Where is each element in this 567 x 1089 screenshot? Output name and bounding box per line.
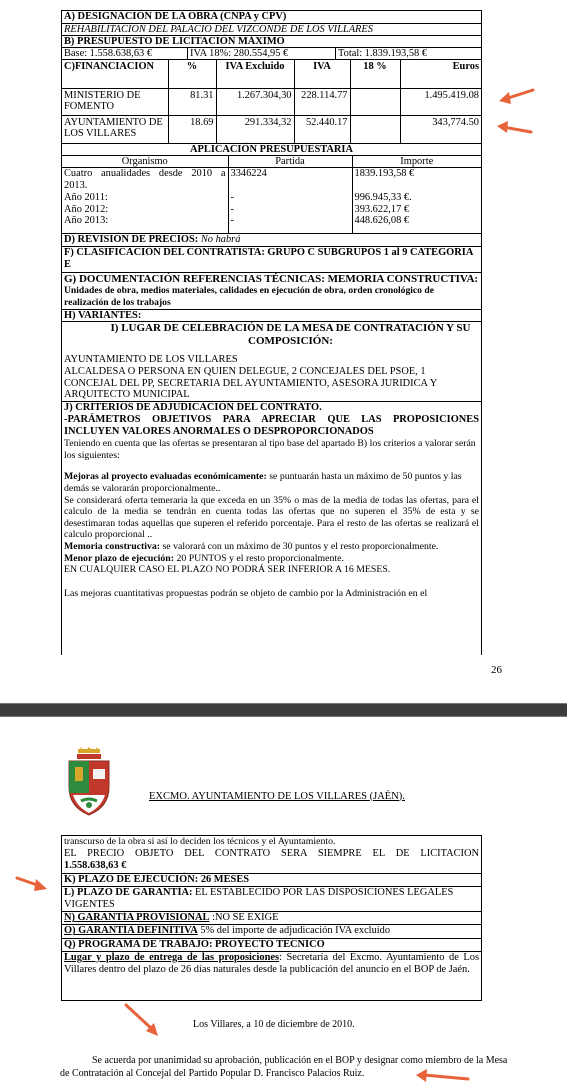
apl-row-partida: - bbox=[228, 192, 352, 204]
section-j-memoria bbox=[64, 541, 479, 553]
annotation-arrow-icon bbox=[122, 1001, 164, 1041]
section-h: H) VARIANTES: bbox=[62, 310, 481, 322]
fin-row-euros: 1.495.419.08 bbox=[400, 88, 481, 115]
apl-row-org: Cuatro anualidades desde 2010 a 2013. bbox=[62, 168, 228, 192]
section-l bbox=[62, 887, 481, 912]
section-b-title: B) PRESUPUESTO DE LICITACIÓN MÁXIMO bbox=[62, 36, 481, 48]
fin-header-pct: % bbox=[168, 60, 216, 88]
contract-conditions-table bbox=[61, 10, 482, 655]
apl-row-importe: 1839.193,58 € bbox=[354, 168, 415, 180]
section-j-minimo: EN CUALQUIER CASO EL PLAZO NO PODRÁ SER INFERIOR A 16 MESES. bbox=[64, 564, 391, 576]
section-j-title: J) CRITERIOS DE ADJUDICACIÓN DEL CONTRATO. bbox=[64, 401, 322, 413]
fin-row-name: AYUNTAMIENTO DE LOS VILLARES bbox=[62, 115, 168, 143]
annotation-arrow-icon bbox=[497, 84, 537, 108]
section-a-title: A) DESIGNACIÓN DE LA OBRA (CNPA y CPV) bbox=[62, 11, 481, 24]
section-j-subtitle: -PARÁMETROS OBJETIVOS PARA APRECIAR QUE LAS PROPOSICIONES INCLUYEN VALORES ANORMALES O DESPROPORCIONADOS bbox=[64, 413, 479, 437]
contract-conditions-table-continued bbox=[61, 835, 482, 1001]
continuation-amount: 1.558.638,63 € bbox=[64, 860, 127, 872]
document-date: Los Villares, a 10 de diciembre de 2010. bbox=[193, 1019, 355, 1030]
fin-row-excl: 291.334,32 bbox=[216, 115, 294, 143]
section-d bbox=[62, 234, 481, 247]
section-o bbox=[62, 925, 481, 938]
fin-row-euros: 343,774.50 bbox=[400, 115, 481, 143]
fin-row bbox=[62, 115, 481, 143]
fin-header-18: 18 % bbox=[350, 60, 400, 88]
fin-header-excl: IVA Excluido bbox=[216, 60, 294, 88]
annotation-arrow-icon bbox=[414, 1067, 472, 1087]
section-j bbox=[62, 402, 481, 600]
section-k: K) PLAZO DE EJECUCIÓN: 26 MESES bbox=[62, 874, 481, 887]
memoria-label: Memoria constructiva: bbox=[64, 540, 161, 552]
financing-table bbox=[62, 60, 481, 144]
plazo-text: 20 PUNTOS y el resto proporcionalmente. bbox=[174, 552, 344, 564]
section-lugar bbox=[62, 952, 481, 979]
section-o-title: O) GARANTÍA DEFINITIVA bbox=[64, 925, 198, 937]
section-f: F) CLASIFICACIÓN DEL CONTRATISTA: GRUPO C SUBGRUPOS 1 al 9 CATEGORIA E bbox=[62, 247, 481, 272]
section-j-intro: Teniendo en cuenta que las ofertas se presentaran al tipo base del apartado B) los criterios a valorar serán los siguientes: bbox=[64, 438, 476, 461]
approval-note-line2: Mesa de Contratación al Concejal del Partido Popular D. Francisco Palacios Ruiz. bbox=[60, 1055, 508, 1079]
section-j-cuantitativas: Las mejoras cuantitativas propuestas podrán se objeto de cambio por la Administración en el bbox=[64, 587, 428, 599]
budget-application-title: APLICACIÓN PRESUPUESTARIA bbox=[62, 144, 481, 156]
annotation-arrow-icon bbox=[14, 873, 50, 895]
fin-row-pct: 81.31 bbox=[168, 88, 216, 115]
continuation-line2: EL PRECIO OBJETO DEL CONTRATO SERA SIEMPRE EL DE LICITACION bbox=[64, 848, 479, 860]
budget-application-table bbox=[62, 156, 481, 235]
fin-header-label: C)FINANCIACION bbox=[62, 60, 168, 88]
section-o-value: 5% del importe de adjudicación IVA excluido bbox=[197, 925, 391, 937]
section-j-plazo bbox=[64, 553, 479, 565]
apl-row-partida: - bbox=[228, 204, 352, 216]
section-g bbox=[62, 273, 481, 310]
page-separator bbox=[0, 703, 567, 717]
apl-row-org: Año 2013: bbox=[62, 215, 228, 233]
section-g-title: G) DOCUMENTACIÓN REFERENCIAS TÉCNICAS: MEMORIA CONSTRUCTIVA: bbox=[64, 272, 479, 285]
budget-line bbox=[62, 48, 481, 60]
apl-row bbox=[62, 168, 481, 192]
fin-row-iva: 228.114.77 bbox=[294, 88, 350, 115]
section-d-title: D) REVISIÓN DE PRECIOS: bbox=[64, 234, 199, 246]
section-i-body1: AYUNTAMIENTO DE LOS VILLARES bbox=[64, 353, 238, 365]
apl-row-importe: 393.622,17 € bbox=[354, 203, 410, 215]
section-j-temeraria: Se considerará oferta temeraria la que exceda en un 35% o mas de la media de todas las ofertas, para el calculo de la media se tendrán en cuenta todas las ofertas que no superen el 35% de esta y se desestimaran todas aquellas que superen el referido porcentaje. Para el resto de las ofertas se realizará el calculo proporcional .. bbox=[64, 494, 479, 541]
mejoras-label: Mejoras al proyecto evaluadas económicamente: bbox=[64, 471, 267, 483]
section-i-title: I) LUGAR DE CELEBRACIÓN DE LA MESA DE CONTRATACIÓN Y SU COMPOSICIÓN: bbox=[110, 321, 471, 347]
letterhead bbox=[65, 747, 405, 817]
lugar-body: : Secretaría del Excmo. Ayuntamiento de Los Villares dentro del plazo de 26 días naturales desde la publicación del anuncio en el BOP de Jaén. bbox=[64, 951, 479, 976]
apl-row bbox=[62, 192, 481, 204]
section-q: Q) PROGRAMA DE TRABAJO: PROYECTO TECNICO bbox=[62, 939, 481, 952]
fin-row-iva: 52.440.17 bbox=[294, 115, 350, 143]
section-i bbox=[62, 322, 481, 402]
fin-header-euros: Euros bbox=[400, 60, 481, 88]
fin-header-iva: IVA bbox=[294, 60, 350, 88]
fin-row-pct: 18.69 bbox=[168, 115, 216, 143]
section-n bbox=[62, 912, 481, 925]
section-i-body2: ALCALDESA O PERSONA EN QUIEN DELEGUE, 2 CONCEJALES DEL PSOE, 1 CONCEJAL DEL PP, SECRETARIA DEL AYUNTAMIENTO, ASESORA JURIDICA Y ARQUITECTO MUNICIPAL bbox=[64, 366, 437, 401]
apl-header-org: Organismo bbox=[62, 156, 228, 168]
annotation-arrow-icon bbox=[495, 118, 535, 140]
section-j-mejoras bbox=[64, 471, 479, 494]
section-g-body: Unidades de obra, medios materiales, calidades en ejecución de obra, orden cronológico de realización de los trabajos bbox=[64, 284, 434, 308]
section-a-value: REHABILITACION DEL PALACIO DEL VIZCONDE DE LOS VILLARES bbox=[62, 24, 481, 36]
section-l-value: EL ESTABLECIDO POR LAS DISPOSICIONES LEGALES VIGENTES bbox=[64, 886, 454, 911]
letterhead-title: EXCMO. AYUNTAMIENTO DE LOS VILLARES (JAÉN). bbox=[149, 790, 405, 802]
budget-base: Base: 1.558.638,63 € bbox=[62, 48, 188, 59]
budget-total: Total: 1.839.193,58 € bbox=[338, 48, 428, 59]
apl-row bbox=[62, 204, 481, 216]
apl-row-partida: 3346224 bbox=[228, 168, 352, 192]
mejoras-text: se puntuarán hasta un máximo de 50 puntos y las demás se valorarán proporcionalmente.. bbox=[64, 471, 462, 494]
continuation-block bbox=[62, 836, 481, 874]
section-n-value: :NO SE EXIGE bbox=[209, 912, 279, 924]
page-number: 26 bbox=[491, 664, 502, 676]
fin-row-excl: 1.267.304,30 bbox=[216, 88, 294, 115]
section-n-title: N) GARANTÍA PROVISIONAL bbox=[64, 912, 210, 924]
coat-of-arms-icon bbox=[65, 747, 113, 817]
approval-note-line1: Se acuerda por unanimidad su aprobación, publicación en el BOP y designar como miembro de la bbox=[92, 1055, 484, 1066]
apl-row bbox=[62, 215, 481, 233]
budget-iva: IVA 18%: 280.554,95 € bbox=[188, 48, 336, 59]
lugar-title: Lugar y plazo de entrega de las proposiciones bbox=[64, 951, 280, 963]
apl-row-importe: 448.626,08 € bbox=[354, 215, 410, 227]
apl-header-partida: Partida bbox=[228, 156, 352, 168]
section-l-title: L) PLAZO DE GARANTÍA: bbox=[64, 886, 193, 898]
apl-header-importe: Importe bbox=[352, 156, 481, 168]
apl-row-org: Año 2011: bbox=[62, 192, 228, 204]
memoria-text: se valorará con un máximo de 30 puntos y el resto proporcionalmente. bbox=[160, 540, 439, 552]
plazo-label: Menor plazo de ejecución: bbox=[64, 552, 175, 564]
fin-row-name: MINISTERIO DE FOMENTO bbox=[62, 88, 168, 115]
apl-row-partida: - bbox=[228, 215, 352, 233]
section-d-value: No habrá bbox=[200, 234, 241, 246]
apl-row-org: Año 2012: bbox=[62, 204, 228, 216]
document-page-27 bbox=[0, 717, 567, 1089]
continuation-line1: transcurso de la obra si así lo deciden los técnicos y el Ayuntamiento. bbox=[64, 836, 336, 847]
fin-row bbox=[62, 88, 481, 115]
apl-row-importe: 996.945,33 €. bbox=[354, 191, 412, 203]
